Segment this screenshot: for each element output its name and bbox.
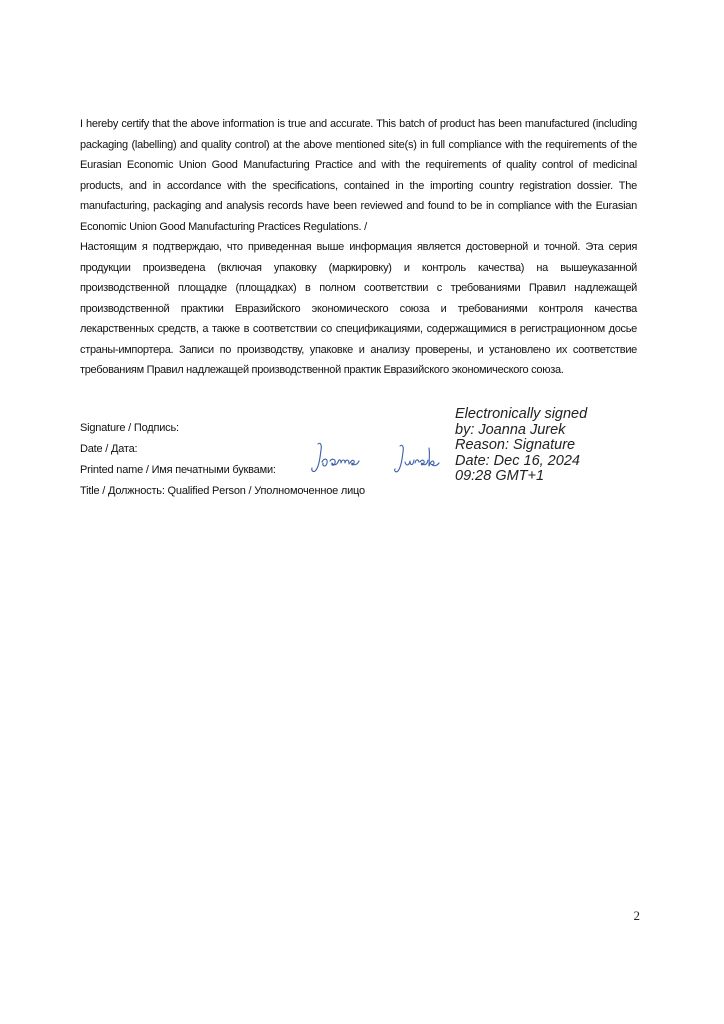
esign-line-1: Electronically signed [455, 406, 588, 422]
esign-line-3: Reason: Signature [455, 437, 576, 453]
certification-text-english: I hereby certify that the above information is true and accurate. This batch of product has been manufactured (including packaging (labelling) and quality control) at the above mentioned site(s) in full compliance with the requirements of the Eurasian Economic Union Good Manufacturing Practice and with the requirements of quality control of medicinal products, and in accordance with the specifications, contained in the importing country registration dossier. The manufacturing, packaging and analysis records have been reviewed and found to be in compliance with the Eurasian Economic Union Good Manufacturing Practices Regulations. / [80, 118, 637, 233]
title-line: Title / Должность: Qualified Person / Уполномоченное лицо [80, 485, 365, 497]
electronic-signature-block [455, 407, 655, 485]
esign-line-2: by: Joanna Jurek [455, 421, 566, 438]
esign-line-5: 09:28 GMT+1 [455, 468, 545, 484]
signature-label: Signature / Подпись: [80, 422, 179, 434]
printed-name-label: Printed name / Имя печатными буквами: [80, 464, 276, 476]
date-label: Date / Дата: [80, 443, 138, 455]
esign-line-4: Date: Dec 16, 2024 [455, 452, 580, 469]
certification-text-russian: Настоящим я подтверждаю, что приведенная выше информация является достоверной и точной. Эта серия продукции произведена (включая упаковку (маркировку) и контроль качества) на вышеуказанной производственной площадке (площадках) в полном соответствии с требованиями Правил надлежащей производственной практики Евразийского экономического союза и требованиями контроля качества лекарственных средств, а также в соответствии со спецификациями, содержащимися в регистрационном досье страны-импортера. Записи по производству, упаковке и анализу проверены, и установлено их соответствие требованиям Правил надлежащей производственной практик Евразийского экономического союза. [80, 241, 637, 376]
page-number: 2 [633, 908, 640, 923]
handwritten-signature [308, 438, 448, 478]
